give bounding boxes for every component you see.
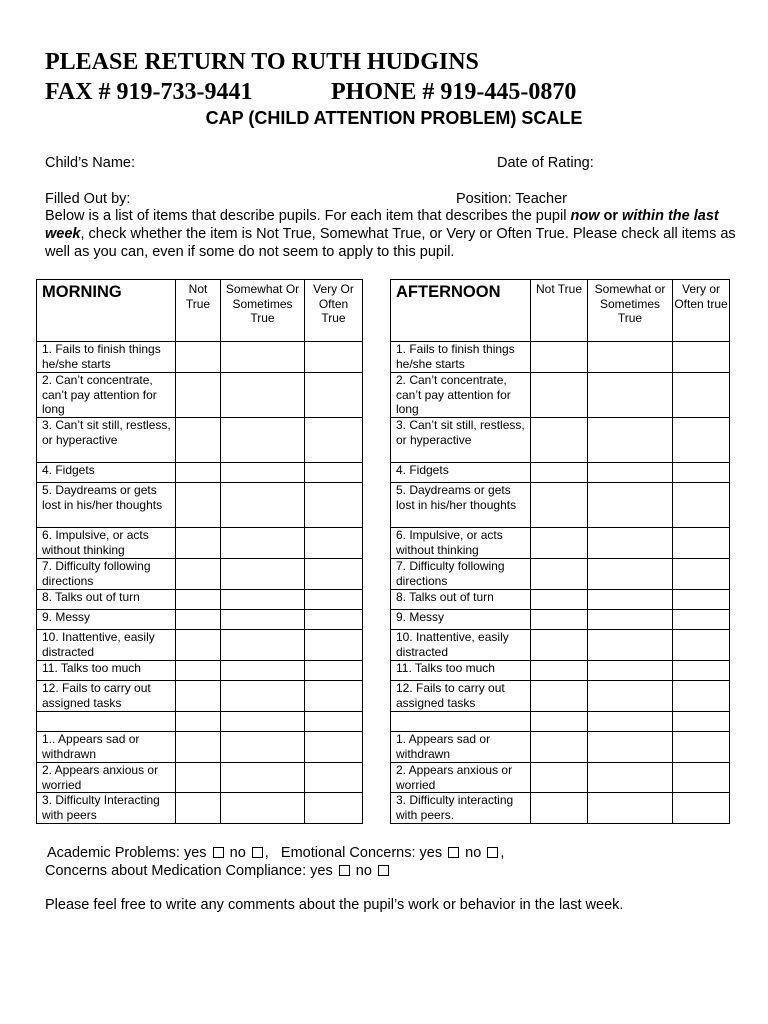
rating-cell-not-true[interactable] — [531, 373, 588, 418]
table-row — [391, 342, 730, 373]
rating-cell-very-true[interactable] — [305, 712, 363, 732]
rating-cell-not-true[interactable] — [531, 559, 588, 590]
item-label: 9. Messy — [391, 610, 531, 630]
rating-cell-very-true[interactable] — [305, 418, 363, 463]
rating-cell-not-true[interactable] — [531, 610, 588, 630]
morning-title: MORNING — [37, 280, 176, 342]
rating-cell-somewhat-true[interactable] — [588, 732, 673, 763]
item-label: 1. Fails to finish things he/she starts — [391, 342, 531, 373]
rating-cell-somewhat-true[interactable] — [588, 590, 673, 610]
rating-cell-very-true[interactable] — [305, 732, 363, 763]
rating-cell-somewhat-true[interactable] — [221, 483, 305, 528]
item-label: 2. Can’t concentrate, can’t pay attention for long — [391, 373, 531, 418]
rating-cell-very-true[interactable] — [673, 590, 730, 610]
rating-cell-not-true[interactable] — [531, 712, 588, 732]
return-to-line: PLEASE RETURN TO RUTH HUDGINS — [45, 49, 479, 75]
rating-cell-not-true[interactable] — [531, 630, 588, 661]
rating-cell-very-true[interactable] — [305, 590, 363, 610]
table-row — [391, 681, 730, 712]
rating-cell-not-true[interactable] — [176, 610, 221, 630]
table-row — [37, 528, 363, 559]
table-row — [37, 373, 363, 418]
afternoon-col-not-true: Not True — [531, 280, 588, 342]
table-row — [391, 463, 730, 483]
rating-cell-not-true[interactable] — [176, 373, 221, 418]
table-row — [37, 483, 363, 528]
rating-cell-not-true[interactable] — [531, 793, 588, 824]
rating-cell-not-true[interactable] — [531, 528, 588, 559]
item-label: 3. Difficulty Interacting with peers — [37, 793, 176, 824]
rating-cell-not-true[interactable] — [531, 661, 588, 681]
rating-cell-not-true[interactable] — [531, 681, 588, 712]
academic-no-checkbox[interactable] — [252, 847, 263, 858]
emotional-yes-checkbox[interactable] — [448, 847, 459, 858]
rating-cell-very-true[interactable] — [673, 681, 730, 712]
rating-cell-very-true[interactable] — [305, 483, 363, 528]
table-row — [37, 681, 363, 712]
rating-cell-somewhat-true[interactable] — [221, 590, 305, 610]
rating-cell-somewhat-true[interactable] — [588, 463, 673, 483]
rating-cell-very-true[interactable] — [673, 763, 730, 793]
academic-yes-checkbox[interactable] — [213, 847, 224, 858]
item-label: 1. Fails to finish things he/she starts — [37, 342, 176, 373]
item-label: 8. Talks out of turn — [37, 590, 176, 610]
rating-cell-very-true[interactable] — [305, 661, 363, 681]
table-row — [391, 732, 730, 763]
table-row — [37, 463, 363, 483]
rating-cell-very-true[interactable] — [673, 559, 730, 590]
comments-prompt: Please feel free to write any comments about the pupil’s work or behavior in the last week. — [45, 897, 624, 913]
rating-cell-somewhat-true[interactable] — [221, 630, 305, 661]
rating-cell-very-true[interactable] — [673, 342, 730, 373]
rating-cell-very-true[interactable] — [305, 630, 363, 661]
rating-cell-somewhat-true[interactable] — [221, 463, 305, 483]
table-row — [37, 763, 363, 793]
item-label: 7. Difficulty following directions — [37, 559, 176, 590]
item-label: 2. Appears anxious or worried — [37, 763, 176, 793]
table-row — [37, 342, 363, 373]
table-row — [391, 610, 730, 630]
rating-cell-somewhat-true[interactable] — [221, 559, 305, 590]
rating-cell-somewhat-true[interactable] — [221, 610, 305, 630]
item-label: 5. Daydreams or gets lost in his/her thoughts — [391, 483, 531, 528]
rating-cell-very-true[interactable] — [673, 661, 730, 681]
rating-cell-not-true[interactable] — [531, 590, 588, 610]
rating-cell-very-true[interactable] — [673, 712, 730, 732]
rating-cell-not-true[interactable] — [176, 463, 221, 483]
item-label: 3. Difficulty interacting with peers. — [391, 793, 531, 824]
item-label — [37, 712, 176, 732]
rating-cell-very-true[interactable] — [305, 528, 363, 559]
table-row — [391, 661, 730, 681]
rating-cell-not-true[interactable] — [176, 528, 221, 559]
rating-cell-very-true[interactable] — [673, 610, 730, 630]
afternoon-title: AFTERNOON — [391, 280, 531, 342]
rating-cell-somewhat-true[interactable] — [221, 793, 305, 824]
rating-cell-somewhat-true[interactable] — [221, 712, 305, 732]
item-label: 3. Can’t sit still, restless, or hyperactive — [37, 418, 176, 463]
item-label: 4. Fidgets — [391, 463, 531, 483]
afternoon-col-very-true: Very or Often true — [673, 280, 730, 342]
filled-out-by-label: Filled Out by: — [45, 191, 131, 207]
rating-cell-not-true[interactable] — [531, 763, 588, 793]
item-label: 10. Inattentive, easily distracted — [37, 630, 176, 661]
fax-number: FAX # 919-733-9441 — [45, 79, 253, 105]
rating-cell-very-true[interactable] — [673, 630, 730, 661]
item-label: 2. Can’t concentrate, can’t pay attention for long — [37, 373, 176, 418]
item-label: 8. Talks out of turn — [391, 590, 531, 610]
rating-cell-very-true[interactable] — [673, 418, 730, 463]
rating-cell-not-true[interactable] — [176, 681, 221, 712]
rating-cell-very-true[interactable] — [305, 793, 363, 824]
item-label: 12. Fails to carry out assigned tasks — [37, 681, 176, 712]
morning-col-not-true: Not True — [176, 280, 221, 342]
table-row — [37, 712, 363, 732]
afternoon-table — [390, 279, 730, 824]
rating-cell-somewhat-true[interactable] — [588, 610, 673, 630]
rating-cell-very-true[interactable] — [305, 463, 363, 483]
rating-cell-very-true[interactable] — [305, 342, 363, 373]
childs-name-label: Child’s Name: — [45, 155, 135, 171]
footer-line-2: Concerns about Medication Compliance: yes no — [45, 862, 391, 880]
rating-cell-somewhat-true[interactable] — [221, 763, 305, 793]
table-row — [37, 661, 363, 681]
table-row — [37, 559, 363, 590]
item-label: 12. Fails to carry out assigned tasks — [391, 681, 531, 712]
rating-cell-not-true[interactable] — [176, 793, 221, 824]
item-label: 1. Appears sad or withdrawn — [391, 732, 531, 763]
rating-cell-very-true[interactable] — [673, 732, 730, 763]
rating-cell-somewhat-true[interactable] — [588, 483, 673, 528]
rating-cell-very-true[interactable] — [673, 483, 730, 528]
rating-cell-very-true[interactable] — [673, 793, 730, 824]
item-label: 11. Talks too much — [37, 661, 176, 681]
rating-cell-somewhat-true[interactable] — [588, 528, 673, 559]
table-row — [391, 793, 730, 824]
rating-cell-not-true[interactable] — [531, 342, 588, 373]
table-row — [37, 732, 363, 763]
table-row — [37, 418, 363, 463]
rating-cell-not-true[interactable] — [176, 732, 221, 763]
rating-cell-not-true[interactable] — [176, 342, 221, 373]
table-row — [391, 590, 730, 610]
rating-cell-somewhat-true[interactable] — [588, 793, 673, 824]
rating-cell-somewhat-true[interactable] — [588, 342, 673, 373]
rating-cell-very-true[interactable] — [305, 559, 363, 590]
afternoon-col-somewhat-true: Somewhat or Sometimes True — [588, 280, 673, 342]
table-row — [391, 763, 730, 793]
rating-cell-not-true[interactable] — [176, 661, 221, 681]
table-row — [391, 373, 730, 418]
rating-cell-very-true[interactable] — [305, 763, 363, 793]
table-row — [391, 712, 730, 732]
rating-cell-very-true[interactable] — [673, 528, 730, 559]
form-title: CAP (CHILD ATTENTION PROBLEM) SCALE — [205, 108, 583, 128]
rating-cell-not-true[interactable] — [531, 463, 588, 483]
rating-cell-somewhat-true[interactable] — [588, 681, 673, 712]
rating-cell-not-true[interactable] — [531, 418, 588, 463]
item-label — [391, 712, 531, 732]
rating-cell-somewhat-true[interactable] — [588, 559, 673, 590]
item-label: 6. Impulsive, or acts without thinking — [391, 528, 531, 559]
rating-cell-not-true[interactable] — [176, 630, 221, 661]
rating-cell-not-true[interactable] — [531, 483, 588, 528]
item-label: 5. Daydreams or gets lost in his/her thoughts — [37, 483, 176, 528]
rating-cell-very-true[interactable] — [673, 463, 730, 483]
rating-cell-somewhat-true[interactable] — [588, 373, 673, 418]
rating-cell-very-true[interactable] — [305, 681, 363, 712]
rating-cell-very-true[interactable] — [673, 373, 730, 418]
table-row — [391, 630, 730, 661]
instructions: Below is a list of items that describe pupils. For each item that describes the pupil now or within the last week, check whether the item is Not True, Somewhat True, or Very or Often True. Please check all items as well as you can, even if some do not seem to apply to this pupil. — [45, 208, 736, 260]
rating-cell-somewhat-true[interactable] — [221, 681, 305, 712]
item-label: 11. Talks too much — [391, 661, 531, 681]
item-label: 2. Appears anxious or worried — [391, 763, 531, 793]
rating-cell-very-true[interactable] — [305, 610, 363, 630]
item-label: 3. Can’t sit still, restless, or hyperactive — [391, 418, 531, 463]
rating-cell-somewhat-true[interactable] — [221, 528, 305, 559]
rating-cell-somewhat-true[interactable] — [221, 732, 305, 763]
item-label: 9. Messy — [37, 610, 176, 630]
table-row — [391, 559, 730, 590]
rating-cell-somewhat-true[interactable] — [588, 418, 673, 463]
table-row — [37, 610, 363, 630]
table-row — [391, 483, 730, 528]
position-label: Position: Teacher — [456, 191, 567, 207]
morning-table — [36, 279, 363, 824]
rating-cell-not-true[interactable] — [176, 418, 221, 463]
item-label: 6. Impulsive, or acts without thinking — [37, 528, 176, 559]
rating-cell-very-true[interactable] — [305, 373, 363, 418]
item-label: 1.. Appears sad or withdrawn — [37, 732, 176, 763]
table-row — [37, 590, 363, 610]
rating-cell-not-true[interactable] — [176, 483, 221, 528]
phone-number: PHONE # 919-445-0870 — [331, 79, 577, 105]
item-label: 7. Difficulty following directions — [391, 559, 531, 590]
rating-cell-not-true[interactable] — [176, 559, 221, 590]
rating-cell-not-true[interactable] — [176, 712, 221, 732]
footer-line-1: Academic Problems: yes no , Emotional Concerns: yes no , — [47, 845, 505, 861]
rating-cell-somewhat-true[interactable] — [588, 630, 673, 661]
rating-cell-somewhat-true[interactable] — [221, 342, 305, 373]
rating-cell-somewhat-true[interactable] — [588, 763, 673, 793]
table-row — [37, 793, 363, 824]
rating-cell-somewhat-true[interactable] — [221, 661, 305, 681]
rating-cell-not-true[interactable] — [531, 732, 588, 763]
emotional-no-checkbox[interactable] — [487, 847, 498, 858]
morning-col-very-true: Very Or Often True — [305, 280, 363, 342]
rating-cell-somewhat-true[interactable] — [221, 373, 305, 418]
item-label: 10. Inattentive, easily distracted — [391, 630, 531, 661]
morning-col-somewhat-true: Somewhat Or Sometimes True — [221, 280, 305, 342]
rating-cell-not-true[interactable] — [176, 590, 221, 610]
rating-cell-somewhat-true[interactable] — [588, 661, 673, 681]
rating-cell-somewhat-true[interactable] — [221, 418, 305, 463]
item-label: 4. Fidgets — [37, 463, 176, 483]
table-row — [391, 528, 730, 559]
rating-cell-not-true[interactable] — [176, 763, 221, 793]
rating-cell-somewhat-true[interactable] — [588, 712, 673, 732]
table-row — [391, 418, 730, 463]
date-of-rating-label: Date of Rating: — [497, 155, 594, 171]
table-row — [37, 630, 363, 661]
medication-yes-checkbox[interactable] — [339, 865, 350, 876]
medication-no-checkbox[interactable] — [378, 865, 389, 876]
